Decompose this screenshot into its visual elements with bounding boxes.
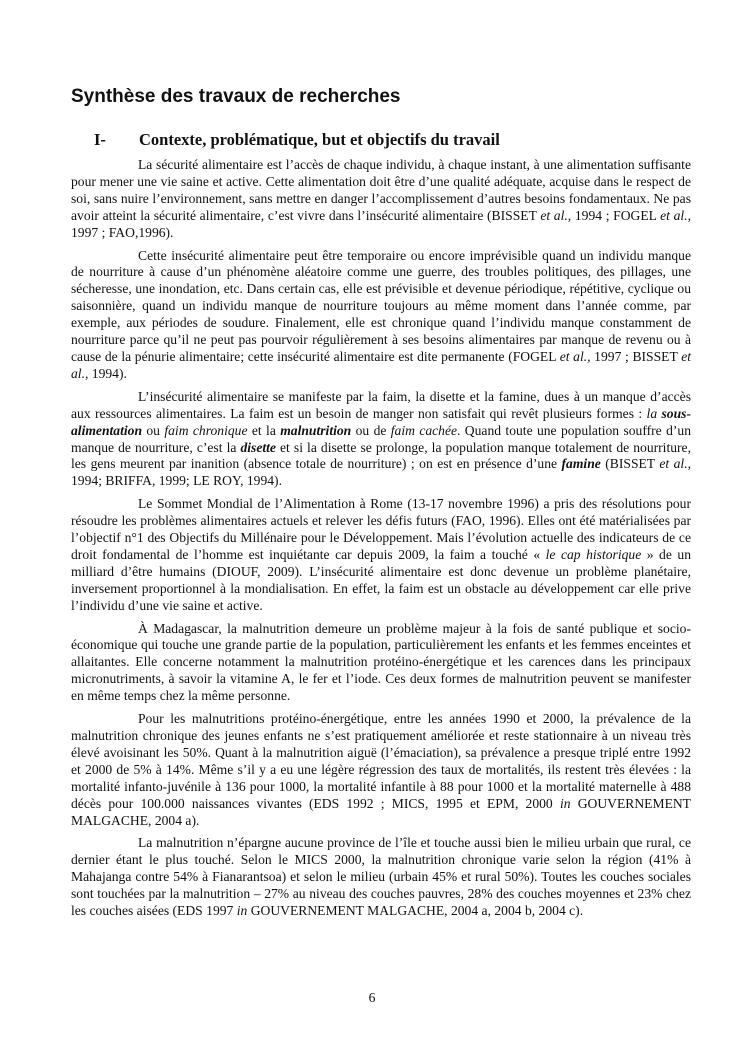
emphasis-text: la bbox=[646, 405, 662, 421]
emphasis-text: faim cachée bbox=[390, 422, 458, 438]
text-run: 1997 ; FAO,1996). bbox=[71, 224, 174, 240]
emphasis-text: malnutrition bbox=[280, 422, 352, 438]
text-run: GOUVERNEMENT MALGACHE, 2004 a). bbox=[71, 795, 691, 828]
paragraph bbox=[71, 248, 691, 383]
text-run: ou bbox=[142, 422, 165, 438]
page-number: 6 bbox=[368, 990, 376, 1005]
emphasis-text: et al., bbox=[559, 348, 591, 364]
emphasis-text: et al., bbox=[659, 456, 691, 472]
emphasis-text: in bbox=[559, 795, 571, 811]
text-run: Le Sommet Mondial de l’Alimentation à Rome (13-17 novembre 1996) a pris des résolutions pour résoudre les problèmes alimentaires actuels et relever les défis futurs (FAO, 1996). Elles ont été matérialisées par l’objectif n°1 des Objectifs du Millénaire pour le Développement. Mais l’évolution actuelle des indicateurs de ce droit fondamental de l’homme est inquiétante car depuis 2009, la faim a touché « bbox=[71, 496, 691, 562]
paragraph bbox=[71, 835, 691, 920]
text-run: 1994 ; FOGEL bbox=[571, 207, 661, 223]
emphasis-text: et al., bbox=[71, 348, 691, 381]
text-run: À Madagascar, la malnutrition demeure un problème majeur à la fois de santé publique et socio-économique qui touche une grande partie de la population, particulièrement les enfants et les femmes enceintes et allaitantes. Elle concerne notamment la malnutrition protéino-énergétique et les carences dans les principaux micronutriments, à savoir la vitamine A, le fer et l’iode. Ces deux formes de malnutrition peuvent se manifester en même temps chez la même personne. bbox=[71, 620, 691, 704]
text-run: 1994). bbox=[88, 365, 127, 381]
text-run: et la bbox=[247, 422, 281, 438]
text-run: 1994; BRIFFA, 1999; LE ROY, 1994). bbox=[71, 473, 282, 489]
text-run: GOUVERNEMENT MALGACHE, 2004 a, 2004 b, 2004 c). bbox=[247, 903, 584, 919]
text-run: » de un milliard d’être humains (DIOUF, 2009). L’insécurité alimentaire est donc devenue un problème planétaire, inversement proportionnel à la mondialisation. En effet, la faim est un obstacle au développement car elle prive l’individu d’une vie saine et active. bbox=[71, 546, 691, 613]
section-title: Contexte, problématique, but et objectifs du travail bbox=[139, 130, 500, 149]
text-run: et si la disette se prolonge, la population manque totalement de nourriture, les gens meurent par inanition (absence totale de nourriture) ; on est en présence d’une bbox=[71, 439, 691, 472]
text-run: Cette insécurité alimentaire peut être temporaire ou encore imprévisible quand un individu manque de nourriture à cause d’un phénomène aléatoire comme une guerre, des troubles politiques, des pillages, une sécheresse, une inondation, etc. Dans certain cas, elle est prévisible et devenue périodique, répétitive, cyclique ou saisonnière, quand un individu manque de nourriture toujours au même moment dans l’année comme, par exemple, aux périodes de soudure. Finalement, elle est chronique quand l’individu manque constamment de nourriture parce qu’il ne peut pas pourvoir régulièrement à ses besoins alimentaires par manque de revenu ou à cause de la pénurie alimentaire; cette insécurité alimentaire est dite permanente (FOGEL bbox=[71, 247, 691, 364]
section-number: I- bbox=[94, 130, 106, 149]
text-run: . Quand toute une population souffre d’un manque de nourriture, c’est la bbox=[71, 422, 692, 455]
text-run: Pour les malnutritions protéino-énergétique, entre les années 1990 et 2000, la prévalence de la malnutrition chronique des jeunes enfants ne s’est pratiquement améliorée et reste stationnaire à un niveau très élevé avoisinant les 50%. Quant à la malnutrition aiguë (l’émaciation), sa prévalence a presque triplé entre 1992 et 2000 de 5% à 14%. Même s’il y a eu une légère régression des taux de mortalités, ils restent très élevées : la mortalité infanto-juvénile à 136 pour 1000, la mortalité infantile à 88 pour 1000 et la mortalité maternelle à 488 décès pour 100.000 naissances vivantes (EDS 1992 ; MICS, 1995 et EPM, 2000 bbox=[71, 711, 691, 811]
emphasis-text: faim chronique bbox=[164, 422, 248, 438]
paragraph bbox=[71, 496, 691, 614]
page-title: Synthèse des travaux de recherches bbox=[71, 86, 401, 107]
paragraph bbox=[71, 621, 691, 706]
section-heading bbox=[94, 130, 500, 150]
paragraph bbox=[71, 711, 691, 829]
text-run: La malnutrition n’épargne aucune province de l’île et touche aussi bien le milieu urbain que rural, ce dernier étant le plus touché. Selon le MICS 2000, la malnutrition chronique varie selon la région (41% à Mahajanga contre 54% à Fianarantsoa) et selon le milieu (urbain 45% et rural 50%). Toutes les couches sociales sont touchées par la malnutrition – 27% au niveau des couches pauvres, 28% des couches moyennes et 23% chez les couches aisées (EDS 1997 bbox=[71, 835, 691, 919]
text-run: (BISSET bbox=[600, 456, 660, 472]
emphasis-text: in bbox=[236, 903, 248, 919]
emphasis-text: disette bbox=[240, 439, 276, 455]
emphasis-text: famine bbox=[561, 456, 601, 472]
body-text bbox=[71, 157, 691, 926]
text-run: L’insécurité alimentaire se manifeste par la faim, la disette et la famine, dues à un manque d’accès aux ressources alimentaires. La faim est un besoin de manger non satisfait qui revêt plusieurs formes : bbox=[71, 388, 691, 421]
text-run: 1997 ; BISSET bbox=[590, 348, 682, 364]
text-run: La sécurité alimentaire est l’accès de chaque individu, à chaque instant, à une alimentation suffisante pour mener une vie saine et active. Cette alimentation doit être d’une qualité adéquate, acquise dans le respect de soi, sans nuire l’environnement, sans mettre en danger l’accomplissement d’autres besoins fondamentaux. Ne pas avoir atteint la sécurité alimentaire, c’est vivre dans l’insécurité alimentaire (BISSET bbox=[71, 157, 691, 223]
paragraph bbox=[71, 157, 691, 242]
emphasis-text: le cap historique bbox=[545, 546, 642, 562]
emphasis-text: et al., bbox=[540, 207, 572, 223]
text-run: ou de bbox=[351, 422, 391, 438]
emphasis-text: sous-alimentation bbox=[71, 405, 691, 438]
emphasis-text: et al., bbox=[660, 207, 691, 223]
paragraph bbox=[71, 389, 691, 490]
